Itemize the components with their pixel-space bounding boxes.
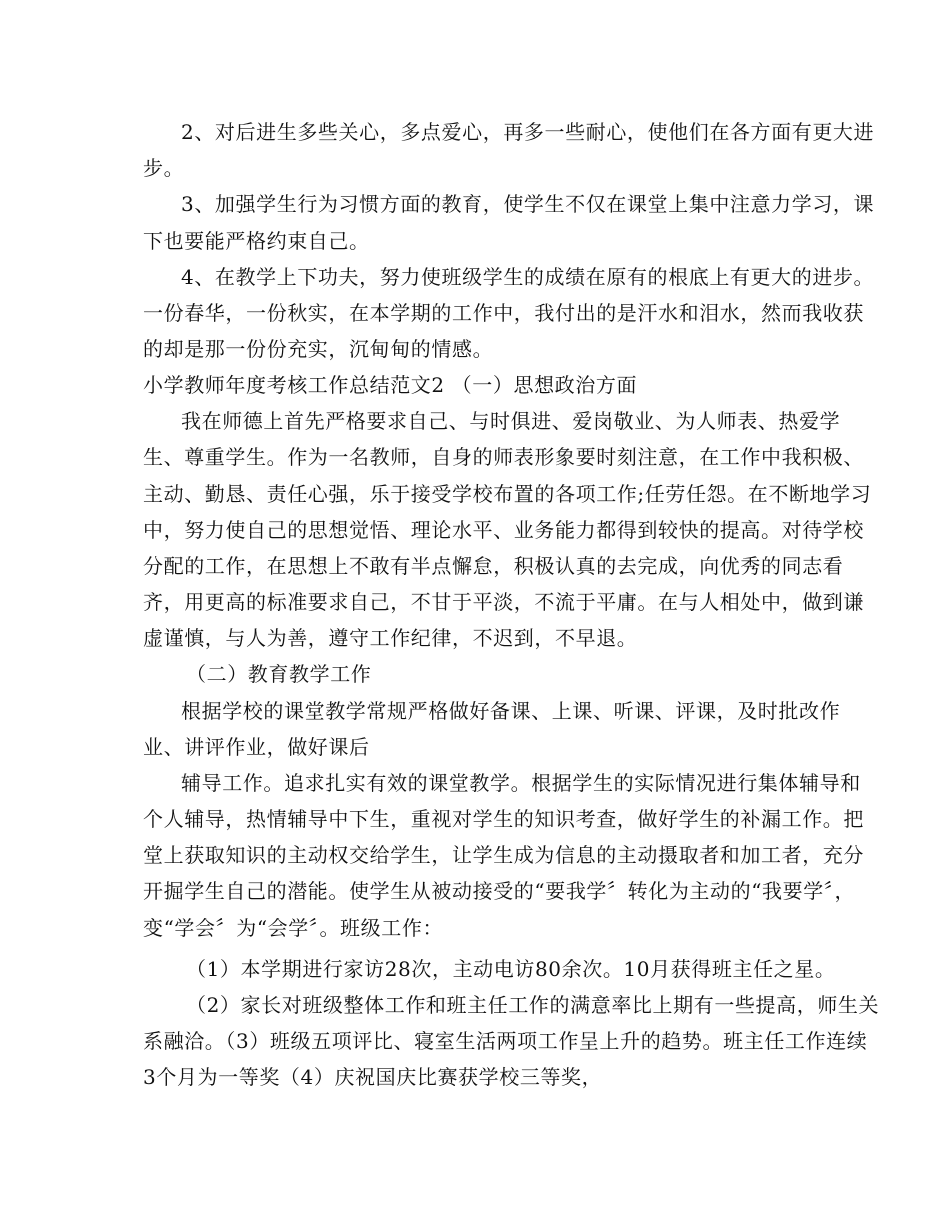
paragraph-line: 业、讲评作业，做好课后 — [143, 735, 370, 759]
paragraph-line: （2）家长对班级整体工作和班主任工作的满意率比上期有一些提高，师生关 — [186, 993, 880, 1017]
paragraph-line: 4、在教学上下功夫，努力使班级学生的成绩在原有的根底上有更大的进步。 — [181, 265, 875, 289]
paragraph-line: 系融洽。（3）班级五项评比、寝室生活两项工作呈上升的趋势。班主任工作连续 — [143, 1029, 868, 1053]
section-heading-line: 小学教师年度考核工作总结范文2 （一）思想政治方面 — [143, 373, 638, 397]
paragraph-line: 中，努力使自己的思想觉悟、理论水平、业务能力都得到较快的提高。对待学校 — [143, 518, 864, 542]
paragraph-line: 开掘学生自己的潜能。使学生从被动接受的“要我学〞转化为主动的“我要学〞， — [143, 879, 856, 903]
paragraph-line: 生、尊重学生。作为一名教师，自身的师表形象要时刻注意，在工作中我积极、 — [143, 445, 864, 469]
paragraph-line: 主动、勤恳、责任心强，乐于接受学校布置的各项工作;任劳任怨。在不断地学习 — [143, 482, 872, 506]
paragraph-line: 根据学校的课堂教学常规严格做好备课、上课、听课、评课，及时批改作 — [181, 699, 841, 723]
paragraph-line: 下也要能严格约束自己。 — [143, 229, 370, 253]
paragraph-line: 个人辅导，热情辅导中下生，重视对学生的知识考查，做好学生的补漏工作。把 — [143, 807, 864, 831]
paragraph-line: 3个月为一等奖（4）庆祝国庆比赛获学校三等奖， — [143, 1065, 603, 1089]
paragraph-line: 的却是那一份份充实，沉甸甸的情感。 — [143, 337, 494, 361]
paragraph-line: 步。 — [143, 156, 185, 180]
paragraph-line: 变“学会〞为“会学〞。班级工作： — [143, 916, 444, 940]
paragraph-line: 齐，用更高的标准要求自己，不甘于平淡，不流于平庸。在与人相处中，做到谦 — [143, 590, 864, 614]
paragraph-line: 辅导工作。追求扎实有效的课堂教学。根据学生的实际情况进行集体辅导和 — [181, 771, 861, 795]
paragraph-line: 我在师德上首先严格要求自己、与时俱进、爱岗敬业、为人师表、热爱学 — [181, 409, 841, 433]
paragraph-line: 虚谨慎，与人为善，遵守工作纪律，不迟到，不早退。 — [143, 626, 638, 650]
paragraph-line: 分配的工作，在思想上不敢有半点懈怠，积极认真的去完成，向优秀的同志看 — [143, 554, 844, 578]
paragraph-line: 一份春华，一份秋实，在本学期的工作中，我付出的是汗水和泪水，然而我收获 — [143, 301, 864, 325]
section-heading-line: （二）教育教学工作 — [186, 662, 372, 686]
paragraph-line: 3、加强学生行为习惯方面的教育，使学生不仅在课堂上集中注意力学习，课 — [181, 192, 875, 216]
paragraph-line: 2、对后进生多些关心，多点爱心，再多一些耐心，使他们在各方面有更大进 — [181, 120, 875, 144]
paragraph-line: （1）本学期进行家访28次，主动电访80余次。10月获得班主任之星。 — [186, 957, 836, 981]
paragraph-line: 堂上获取知识的主动权交给学生，让学生成为信息的主动摄取者和加工者，充分 — [143, 843, 864, 867]
